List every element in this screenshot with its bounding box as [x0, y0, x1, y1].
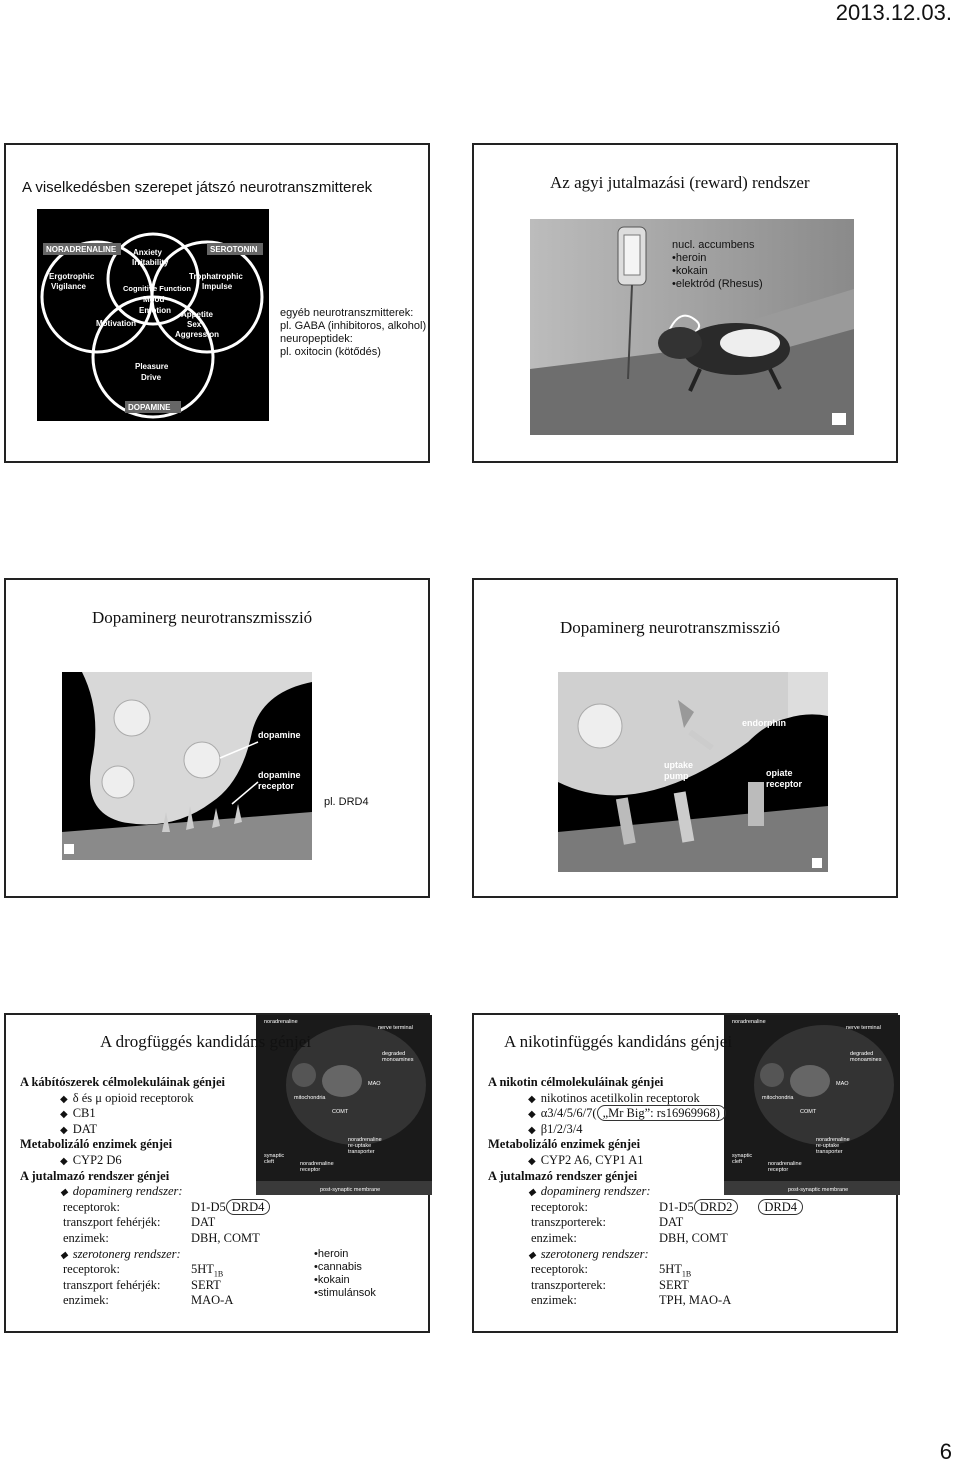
svg-text:Appetite: Appetite [181, 310, 213, 319]
drug-list: •heroin •cannabis •kokain •stimulánsok [314, 1248, 376, 1299]
svg-text:nerve terminal: nerve terminal [378, 1025, 413, 1031]
svg-text:synaptic: synaptic [264, 1153, 285, 1159]
svg-text:receptor: receptor [768, 1167, 789, 1173]
label-noradrenaline: NORADRENALINE [46, 245, 117, 254]
svg-text:COMT: COMT [800, 1109, 817, 1115]
svg-text:re-uptake: re-uptake [816, 1143, 840, 1149]
drd2-highlight: DRD2 [694, 1199, 739, 1215]
svg-text:cleft: cleft [264, 1159, 275, 1165]
slide-dopaminergic-2 [472, 578, 898, 898]
svg-text:monoamines: monoamines [850, 1057, 882, 1063]
drd4-highlight: DRD4 [758, 1199, 803, 1215]
slide-title: Dopaminerg neurotranszmisszió [92, 608, 313, 627]
svg-text:noradrenaline: noradrenaline [264, 1019, 298, 1025]
svg-text:Motivation: Motivation [96, 319, 136, 328]
svg-text:re-uptake: re-uptake [348, 1143, 372, 1149]
synapse-dopamine-image [62, 672, 312, 860]
slide-notes: egyéb neurotranszmitterek: pl. GABA (inhibitoros, alkohol) neuropeptidek: pl. oxitocin (kötődés) [280, 307, 427, 358]
slide-reward-system [472, 143, 898, 463]
label-uptake-pump-2: pump [664, 771, 689, 781]
svg-text:noradrenaline: noradrenaline [816, 1137, 850, 1143]
svg-text:degraded: degraded [382, 1051, 406, 1057]
label-dopamine: DOPAMINE [128, 403, 171, 412]
label-opiate-receptor-1: opiate [766, 768, 793, 778]
synapse-endorphin-image [558, 672, 828, 872]
svg-text:Pleasure: Pleasure [135, 362, 169, 371]
svg-text:receptor: receptor [300, 1167, 321, 1173]
svg-text:noradrenaline: noradrenaline [768, 1161, 802, 1167]
svg-text:Ergotrophic: Ergotrophic [49, 272, 95, 281]
slide-title: Dopaminerg neurotranszmisszió [560, 618, 781, 637]
slide-dopaminergic-1 [4, 578, 430, 898]
print-date: 2013.12.03. [835, 0, 952, 25]
label-dopamine-receptor-1: dopamine [258, 770, 301, 780]
slide-neurotransmitters [4, 143, 430, 463]
svg-text:transporter: transporter [348, 1149, 375, 1155]
slide-note: pl. DRD4 [324, 796, 369, 808]
svg-text:degraded: degraded [850, 1051, 874, 1057]
label-endorphin: endorphin [742, 718, 786, 728]
svg-text:Drive: Drive [141, 373, 162, 382]
gene-list: A kábítószerek célmolekuláinak génjei ◆ δ és μ opioid receptorok ◆ CB1 ◆ DAT Metabolizáló enzimek génjei ◆ CYP2 D6 A jutalmazó rendszer génjei ◆ dopaminerg rendszer: receptorok: D1-D5 DRD4 transzport fehérjék: DAT enzimek: DBH, COMT ◆ szerotonerg rendszer: receptorok: $5HT_{1B}$ transzport fehérjék: SERT enzimek: MAO-A [20, 1075, 270, 1309]
drd4-highlight: DRD4 [226, 1199, 271, 1215]
svg-text:post-synaptic membrane: post-synaptic membrane [788, 1187, 849, 1193]
slide-drug-addiction-genes [4, 1013, 430, 1333]
label-dopamine: dopamine [258, 730, 301, 740]
svg-text:synaptic: synaptic [732, 1153, 753, 1159]
svg-text:mitochondria: mitochondria [294, 1095, 326, 1101]
slide-notes: nucl. accumbens •heroin •kokain •elektród (Rhesus) [672, 239, 763, 290]
svg-text:Aggression: Aggression [175, 330, 220, 339]
slide-title: A viselkedésben szerepet játszó neurotranszmitterek [22, 179, 373, 196]
gene-list: A nikotin célmolekuláinak génjei ◆ nikotinos acetilkolin receptorok ◆ α3/4/5/6/7( „Mr Big”: rs16969968) ◆ β1/2/3/4 Metabolizáló enzimek génjei ◆ CYP2 A6, CYP1 A1 A jutalmazó rendszer génjei ◆ dopaminerg rendszer: receptorok: D1-D5 DRD2 DRD4 transzporterek: DAT enzimek: DBH, COMT ◆ szerotonerg rendszer: receptorok: $5HT_{1B}$ transzporterek: SERT enzimek: TPH, MAO-A [488, 1075, 803, 1309]
svg-text:Irritability: Irritability [132, 258, 169, 267]
svg-text:noradrenaline: noradrenaline [732, 1019, 766, 1025]
slide-title: A drogfüggés kandidáns génjei [100, 1032, 312, 1051]
svg-text:MAO: MAO [368, 1081, 381, 1087]
label-opiate-receptor-2: receptor [766, 779, 803, 789]
svg-text:Impulse: Impulse [202, 282, 233, 291]
svg-text:Sex: Sex [187, 320, 202, 329]
svg-text:transporter: transporter [816, 1149, 843, 1155]
label-uptake-pump-1: uptake [664, 760, 694, 770]
label-dopamine-receptor-2: receptor [258, 781, 295, 791]
svg-text:cleft: cleft [732, 1159, 743, 1165]
svg-text:Trophatrophic: Trophatrophic [189, 272, 243, 281]
svg-text:Cognitive Function: Cognitive Function [123, 284, 191, 293]
svg-text:nerve terminal: nerve terminal [846, 1025, 881, 1031]
page-number: 6 [939, 1439, 952, 1464]
venn-diagram [37, 209, 269, 421]
svg-text:Emotion: Emotion [139, 306, 171, 315]
svg-text:MAO: MAO [836, 1081, 849, 1087]
slide-title: Az agyi jutalmazási (reward) rendszer [550, 173, 810, 192]
svg-text:COMT: COMT [332, 1109, 349, 1115]
slide-title: A nikotinfüggés kandidáns génjei [504, 1032, 733, 1051]
svg-text:post-synaptic membrane: post-synaptic membrane [320, 1187, 381, 1193]
rs16969968-highlight: „Mr Big”: rs16969968) [597, 1105, 726, 1121]
svg-text:Anxiety: Anxiety [133, 248, 162, 257]
svg-text:noradrenaline: noradrenaline [300, 1161, 334, 1167]
svg-text:mitochondria: mitochondria [762, 1095, 794, 1101]
svg-text:Vigilance: Vigilance [51, 282, 86, 291]
svg-text:Mood: Mood [143, 295, 165, 304]
label-serotonin: SEROTONIN [210, 245, 258, 254]
svg-text:monoamines: monoamines [382, 1057, 414, 1063]
slide-nicotine-addiction-genes [472, 1013, 898, 1333]
svg-text:noradrenaline: noradrenaline [348, 1137, 382, 1143]
